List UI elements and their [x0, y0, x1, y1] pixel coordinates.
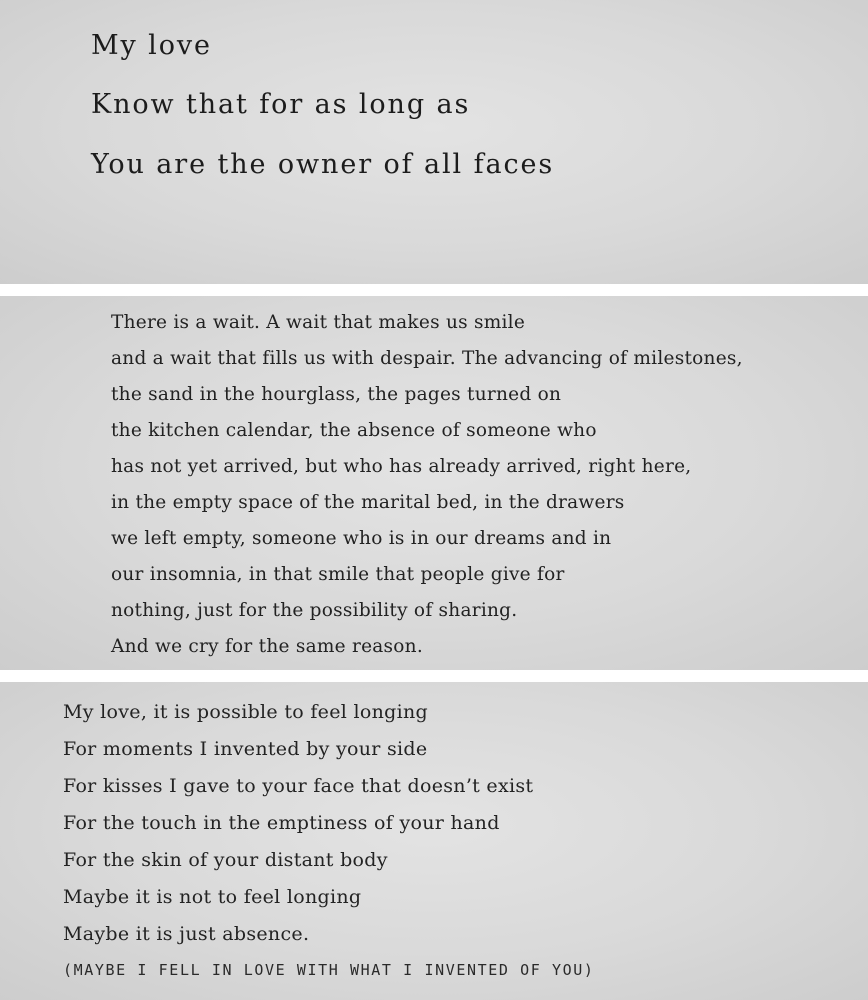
- prose-line: has not yet arrived, but who has already arrived, right here,: [111, 456, 692, 477]
- poem-line: For moments I invented by your side: [63, 738, 428, 760]
- prose-line: nothing, just for the possibility of sharing.: [111, 600, 518, 621]
- poem-line: Know that for as long as: [91, 89, 471, 120]
- prose-panel-middle: [0, 296, 868, 670]
- parenthetical-note: (MAYBE I FELL IN LOVE WITH WHAT I INVENTED OF YOU): [63, 961, 595, 979]
- prose-line: in the empty space of the marital bed, in the drawers: [111, 492, 625, 513]
- poem-panel-top: [0, 0, 868, 284]
- poem-line: My love: [91, 30, 212, 61]
- poem-line: For the touch in the emptiness of your hand: [63, 812, 500, 834]
- prose-line: There is a wait. A wait that makes us smile: [111, 312, 526, 333]
- prose-line: our insomnia, in that smile that people give for: [111, 564, 565, 585]
- poem-line: You are the owner of all faces: [91, 149, 555, 180]
- prose-line: And we cry for the same reason.: [111, 636, 423, 657]
- poem-line: My love, it is possible to feel longing: [63, 701, 428, 723]
- poem-line: For the skin of your distant body: [63, 849, 388, 871]
- prose-line: the sand in the hourglass, the pages turned on: [111, 384, 562, 405]
- prose-line: the kitchen calendar, the absence of someone who: [111, 420, 597, 441]
- poem-line: Maybe it is not to feel longing: [63, 886, 362, 908]
- prose-line: we left empty, someone who is in our dreams and in: [111, 528, 612, 549]
- poem-line: For kisses I gave to your face that doesn’t exist: [63, 775, 534, 797]
- poem-panel-bottom: [0, 682, 868, 1000]
- poem-line: Maybe it is just absence.: [63, 923, 310, 945]
- prose-line: and a wait that fills us with despair. The advancing of milestones,: [111, 348, 743, 369]
